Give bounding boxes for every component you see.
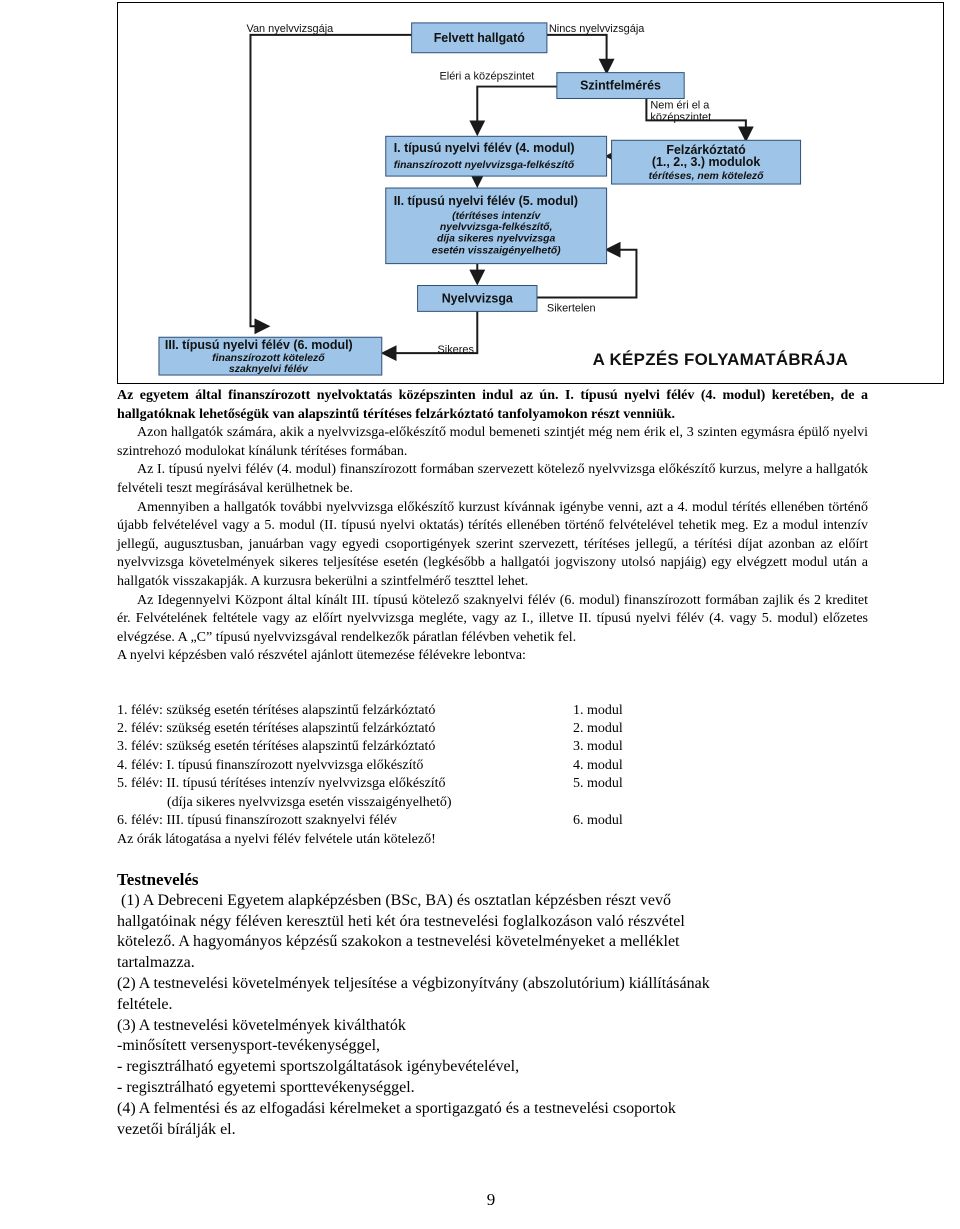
label-sikertelen: Sikertelen [546, 302, 596, 315]
schedule-label: (díja sikeres nyelvvizsga esetén visszaigényelhető) [167, 795, 452, 810]
schedule-module: 6. modul [573, 813, 623, 828]
testneveles-line: - regisztrálható egyetemi sporttevékenységgel. [117, 1078, 415, 1096]
intro-bold-paragraph: Az egyetem által finanszírozott nyelvoktatás középszinten indul az ún. I. típusú nyelvi félév (4. modul) keretében, de a hallgatóknak lehetőségük van alapszintű térítéses felzárkóztató tanfolyamokon részt venniük. [117, 388, 868, 422]
box-tipus3-sub1: finanszírozott kötelező [212, 353, 325, 365]
testneveles-line: (3) A testnevelési követelmények kiválthatók [117, 1016, 406, 1034]
testneveles-line: -minősített versenysport-tevékenységgel, [117, 1037, 381, 1055]
box-tipus2-line1: (térítéses intenzív [452, 210, 541, 222]
testneveles-line: (1) A Debreceni Egyetem alapképzésben (BSc, BA) és osztatlan képzésben részt vevő [117, 891, 672, 909]
schedule-module: 5. modul [573, 776, 623, 791]
paragraph-4: Az Idegennyelvi Központ által kínált III. típusú kötelező szaknyelvi félév (6. modul) finanszírozott formában zajlik és 2 kreditet ér. Felvételének feltétele vagy az előírt nyelvvizsga megléte, vagy az I., illetve II. típusú nyelvi félév (4. vagy 5. modul) előzetes elvégzése. A „C” típusú nyelvvizsgával rendelkezők páratlan félévben vehetik fel. [117, 592, 868, 645]
schedule-module: 1. modul [573, 703, 623, 718]
schedule-module: 4. modul [573, 758, 623, 773]
page-number: 9 [486, 1190, 496, 1209]
section-heading: Testnevelés [117, 870, 199, 889]
box-szintfelmeres-text: Szintfelmérés [580, 78, 661, 93]
schedule-label: 5. félév: II. típusú térítéses intenzív nyelvvizsga előkészítő [117, 776, 446, 791]
schedule-note-text: Az órák látogatása a nyelvi félév felvétele után kötelező! [117, 832, 436, 847]
label-nincs-nyelvvizsgaja: Nincs nyelvvizsgája [548, 22, 645, 35]
schedule-intro: A nyelvi képzésben való részvétel ajánlott ütemezése félévekre lebontva: [117, 648, 526, 664]
box-tipus3-title: III. típusú nyelvi félév (6. modul) [164, 338, 353, 353]
box-felvett-hallgato-text: Felvett hallgató [433, 30, 525, 45]
testneveles-line: - regisztrálható egyetemi sportszolgáltatások igénybevételével, [117, 1058, 520, 1076]
box-tipus3-sub2: szaknyelvi félév [228, 364, 308, 376]
paragraph-1: Azon hallgatók számára, akik a nyelvvizsga-előkészítő modul bemeneti szintjét még nem érik el, 3 szinten egymásra épülő nyelvi szintrehozó modulokat kínálunk térítéses formában. [117, 425, 868, 459]
box-tipus2-title: II. típusú nyelvi félév (5. modul) [393, 193, 579, 208]
box-tipus2-line3: díja sikeres nyelvvizsga [436, 233, 556, 245]
flowchart-caption: A KÉPZÉS FOLYAMATÁBRÁJA [592, 350, 849, 370]
label-nem-eri-el-2: középszintet [650, 111, 712, 124]
box-felzarkoztato-sub: térítéses, nem kötelező [648, 171, 764, 183]
testneveles-line: (4) A felmentési és az elfogadási kérelmeket a sportigazgató és a testnevelési csoportok [117, 1099, 676, 1117]
flowchart-svg [118, 3, 943, 383]
label-sikeres: Sikeres [437, 344, 474, 357]
process-flowchart [117, 2, 944, 384]
schedule-module: 2. modul [573, 721, 623, 736]
arrow-nincs-nyelvvizsga [547, 35, 607, 73]
arrow-van-nyelvvizsga [250, 35, 411, 326]
box-tipus1-sub: finanszírozott nyelvvizsga-felkészítő [393, 160, 575, 172]
testneveles-line: hallgatóinak négy féléven keresztül heti két óra testnevelési foglalkozáson való részvétel [117, 912, 685, 930]
testneveles-line: feltétele. [117, 995, 173, 1013]
label-nem-eri-el-1: Nem éri el a [650, 99, 710, 112]
schedule-label: 6. félév: III. típusú finanszírozott szaknyelvi félév [117, 813, 397, 828]
box-tipus1-title: I. típusú nyelvi félév (4. modul) [393, 141, 575, 156]
box-felzarkoztato-title: Felzárkóztató [666, 143, 746, 158]
schedule-label: 3. félév: szükség esetén térítéses alapszintű felzárkóztató [117, 739, 436, 754]
testneveles-line: vezetői bírálják el. [117, 1120, 236, 1138]
schedule-module: 3. modul [573, 739, 623, 754]
schedule-label: 1. félév: szükség esetén térítéses alapszintű felzárkóztató [117, 703, 436, 718]
label-eleri-kozepszint: Eléri a középszintet [439, 70, 535, 83]
testneveles-section [117, 870, 817, 1140]
box-nyelvvizsga-text: Nyelvvizsga [441, 291, 513, 306]
box-tipus2-line2: nyelvvizsga-felkészítő, [439, 221, 553, 233]
paragraph-2: Az I. típusú nyelvi félév (4. modul) finanszírozott formában szervezett kötelező nyelvvizsga előkészítő kurzus, melyre a hallgatók felvételi teszt megírásával kerülhetnek be. [117, 462, 868, 496]
box-tipus2-line4: esetén visszaigényelhető) [431, 245, 561, 257]
testneveles-line: kötelező. A hagyományos képzésű szakokon a testnevelési követelményeket a melléklet [117, 933, 680, 951]
box-felzarkoztato-line2: (1., 2., 3.) modulok [651, 155, 761, 170]
label-van-nyelvvizsgaja: Van nyelvvizsgája [246, 22, 334, 35]
schedule-label: 4. félév: I. típusú finanszírozott nyelvvizsga előkészítő [117, 758, 424, 773]
paragraph-3: Amennyiben a hallgatók további nyelvvizsga előkészítő kurzust kívánnak igénybe venni, azt a 4. modul térítés ellenében történő újabb felvételével vagy a 5. modul (II. típusú nyelvi oktatás) térítés ellenében történő felvételével tehetik meg. Ez a modul intenzív jellegű, augusztusban, januárban vagy egyedi csoportigények szerint szervezett, térítéses jellegű, a térítési díjat azonban az előírt nyelvvizsga követelmények sikeres teljesítése esetén (legkésőbb a hallgatói jogviszony utolsó napjáig) egy elvégzett modul után a hallgatók visszakapják. A kurzusra bekerülni a szintfelmérő teszttel lehet. [117, 499, 868, 589]
schedule-label: 2. félév: szükség esetén térítéses alapszintű felzárkóztató [117, 721, 436, 736]
arrow-eleri-kozepszint [477, 87, 557, 135]
testneveles-line: (2) A testnevelési követelmények teljesítése a végbizonyítvány (abszolutórium) kiállításának [117, 974, 710, 992]
testneveles-line: tartalmazza. [117, 954, 195, 972]
language-section [117, 387, 868, 666]
